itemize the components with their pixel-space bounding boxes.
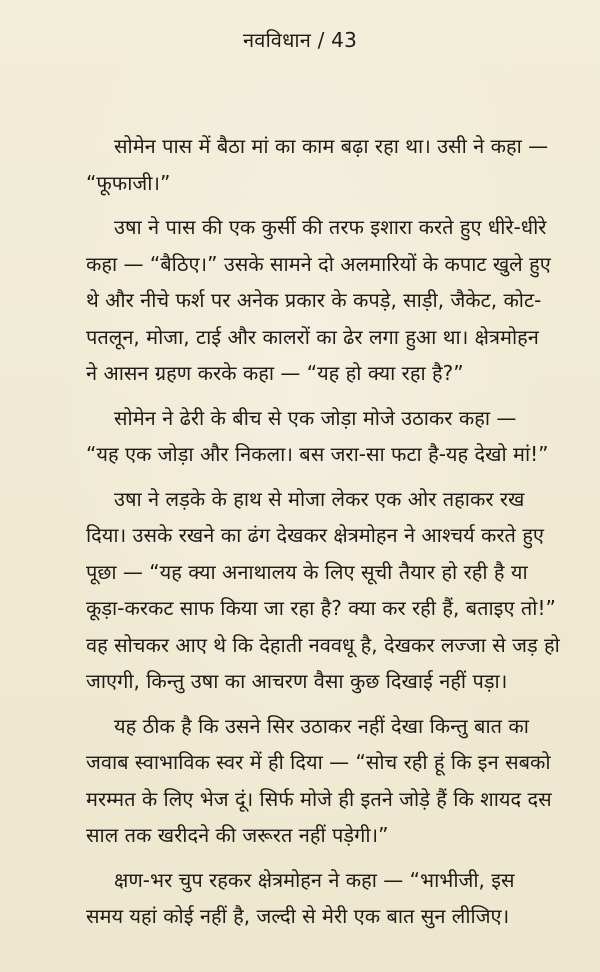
text-line: साल तक खरीदने की जरूरत नहीं पड़ेगी।”	[86, 823, 389, 847]
text-line: दिया। उसके रखने का ढंग देखकर क्षेत्रमोहन ने आश्चर्य करते हुए	[86, 523, 544, 547]
running-header	[0, 26, 600, 53]
text-line: “यह एक जोड़ा और निकला। बस जरा-सा फटा है-यह देखो मां!”	[86, 442, 549, 466]
text-line: समय यहां कोई नहीं है, जल्दी से मेरी एक बात सुन लीजिए।	[86, 904, 510, 928]
paragraph-2	[58, 209, 578, 392]
text-line: पतलून, मोजा, टाई और कालरों का ढेर लगा हुआ था। क्षेत्रमोहन	[86, 324, 539, 349]
text-line: सोमेन पास में बैठा मां का काम बढ़ा रहा था। उसी ने कहा —	[114, 134, 549, 158]
text-line: जाएगी, किन्तु उषा का आचरण वैसा कुछ दिखाई नहीं पड़ा।	[86, 669, 508, 693]
text-line: सोमेन ने ढेरी के बीच से एक जोड़ा मोजे उठाकर कहा —	[114, 405, 517, 430]
text-line: जवाब स्वाभाविक स्वर में ही दिया — “सोच रही हूं कि इन सबको	[86, 750, 551, 774]
text-line: ने आसन ग्रहण करके कहा — “यह हो क्या रहा है?”	[86, 361, 464, 385]
paragraph-1	[58, 128, 578, 201]
text-line: उषा ने लड़के के हाथ से मोजा लेकर एक ओर तहाकर रख	[114, 486, 525, 511]
paragraph-6	[58, 862, 578, 935]
text-line: यह ठीक है कि उसने सिर उठाकर नहीं देखा किन्तु बात का	[114, 713, 529, 738]
text-line: उषा ने पास की एक कुर्सी की तरफ इशारा करते हुए धीरे-धीरे	[114, 215, 547, 239]
text-line: पूछा — “यह क्या अनाथालय के लिए सूची तैयार हो रही है या	[86, 559, 528, 584]
header-separator: /	[317, 28, 325, 52]
text-line: वह सोचकर आए थे कि देहाती नववधू है, देखकर लज्जा से जड़ हो	[86, 632, 560, 657]
paragraph-3	[58, 400, 578, 473]
page-number: 43	[331, 28, 358, 52]
text-line: थे और नीचे फर्श पर अनेक प्रकार के कपड़े, साड़ी, जैकेट, कोट-	[86, 288, 542, 312]
paragraph-4	[58, 481, 578, 700]
text-line: मरम्मत के लिए भेज दूं। सिर्फ मोजे ही इतने जोड़े हैं कि शायद दस	[86, 786, 552, 811]
text-line: कूड़ा-करकट साफ किया जा रहा है? क्या कर रही हैं, बताइए तो!”	[86, 596, 556, 620]
text-line: क्षण-भर चुप रहकर क्षेत्रमोहन ने कहा — “भाभीजी, इस	[114, 867, 515, 892]
book-title: नवविधान	[242, 28, 312, 52]
text-line: “फूफाजी।”	[86, 170, 171, 195]
body-text	[58, 128, 578, 943]
text-line: कहा — “बैठिए।” उसके सामने दो अलमारियों के कपाट खुले हुए	[86, 251, 551, 276]
paragraph-5	[58, 708, 578, 854]
